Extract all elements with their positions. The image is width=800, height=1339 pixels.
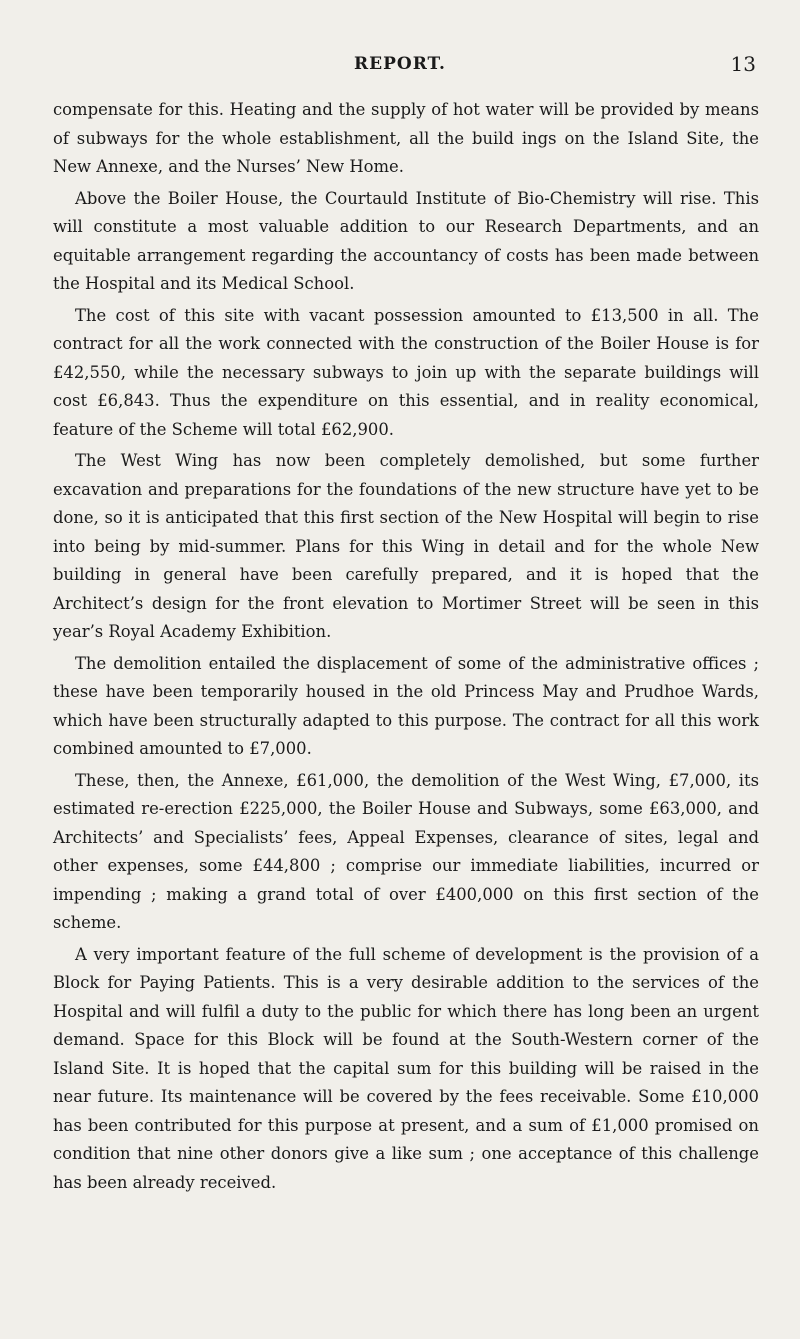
paragraph-west-wing: The West Wing has now been completely demolished, but some further excavation and preparations for the foundations of the new structure have yet to be done, so it is anticipated that this first section of the New Hospital will begin to rise into being by mid-summer. Plans for this Wing in detail and for the whole New building in general have been carefully prepared, and it is hoped that the Architect’s design for the front elevation to Mortimer Street will be seen in this year’s Royal Academy Exhibition. (53, 451, 759, 641)
paragraph-site-cost: The cost of this site with vacant possession amounted to £13,500 in all. The contract for all the work connected with the construction of the Boiler House is for £42,550, while the necessary subways to join up with the separate buildings will cost £6,843. Thus the expenditure on this essential, and in reality economical, feature of the Scheme will total £62,900. (53, 305, 759, 439)
page-number: 13 (730, 52, 756, 76)
running-head: REPORT. (354, 54, 446, 74)
paragraph-heating: compensate for this. Heating and the supply of hot water will be provided by means of subways for the whole establishment, all the build ings on the Island Site, the New Annexe, and the Nurses’ New Home. (53, 100, 759, 176)
paragraph-courtauld-institute: Above the Boiler House, the Courtauld Institute of Bio-Chemistry will rise. This will constitute a most valuable addition to our Research Departments, and an equitable arrangement regarding the accountancy of costs has been made between the Hospital and its Medical School. (53, 188, 759, 293)
body-text (53, 96, 759, 1200)
page-header (0, 54, 800, 84)
paragraph-liabilities: These, then, the Annexe, £61,000, the demolition of the West Wing, £7,000, its estimated re-erection £225,000, the Boiler House and Subways, some £63,000, and Architects’ and Specialists’ fees, Appeal Expenses, clearance of sites, legal and other expenses, some £44,800 ; comprise our immediate liabilities, incurred or impending ; making a grand total of over £400,000 on this first section of the scheme. (53, 770, 759, 932)
paragraph-paying-patients: A very important feature of the full scheme of development is the provision of a Block for Paying Patients. This is a very desirable addition to the services of the Hospital and will fulfil a duty to the public for which there has long been an urgent demand. Space for this Block will be found at the South-Western corner of the Island Site. It is hoped that the capital sum for this building will be raised in the near future. Its maintenance will be covered by the fees receivable. Some £10,000 has been contributed for this purpose at present, and a sum of £1,000 promised on condition that nine other donors give a like sum ; one acceptance of this challenge has been already received. (53, 944, 759, 1192)
paragraph-demolition: The demolition entailed the displacement of some of the administrative offices ; these have been temporarily housed in the old Princess May and Prudhoe Wards, which have been structurally adapted to this purpose. The contract for all this work combined amounted to £7,000. (53, 653, 759, 758)
